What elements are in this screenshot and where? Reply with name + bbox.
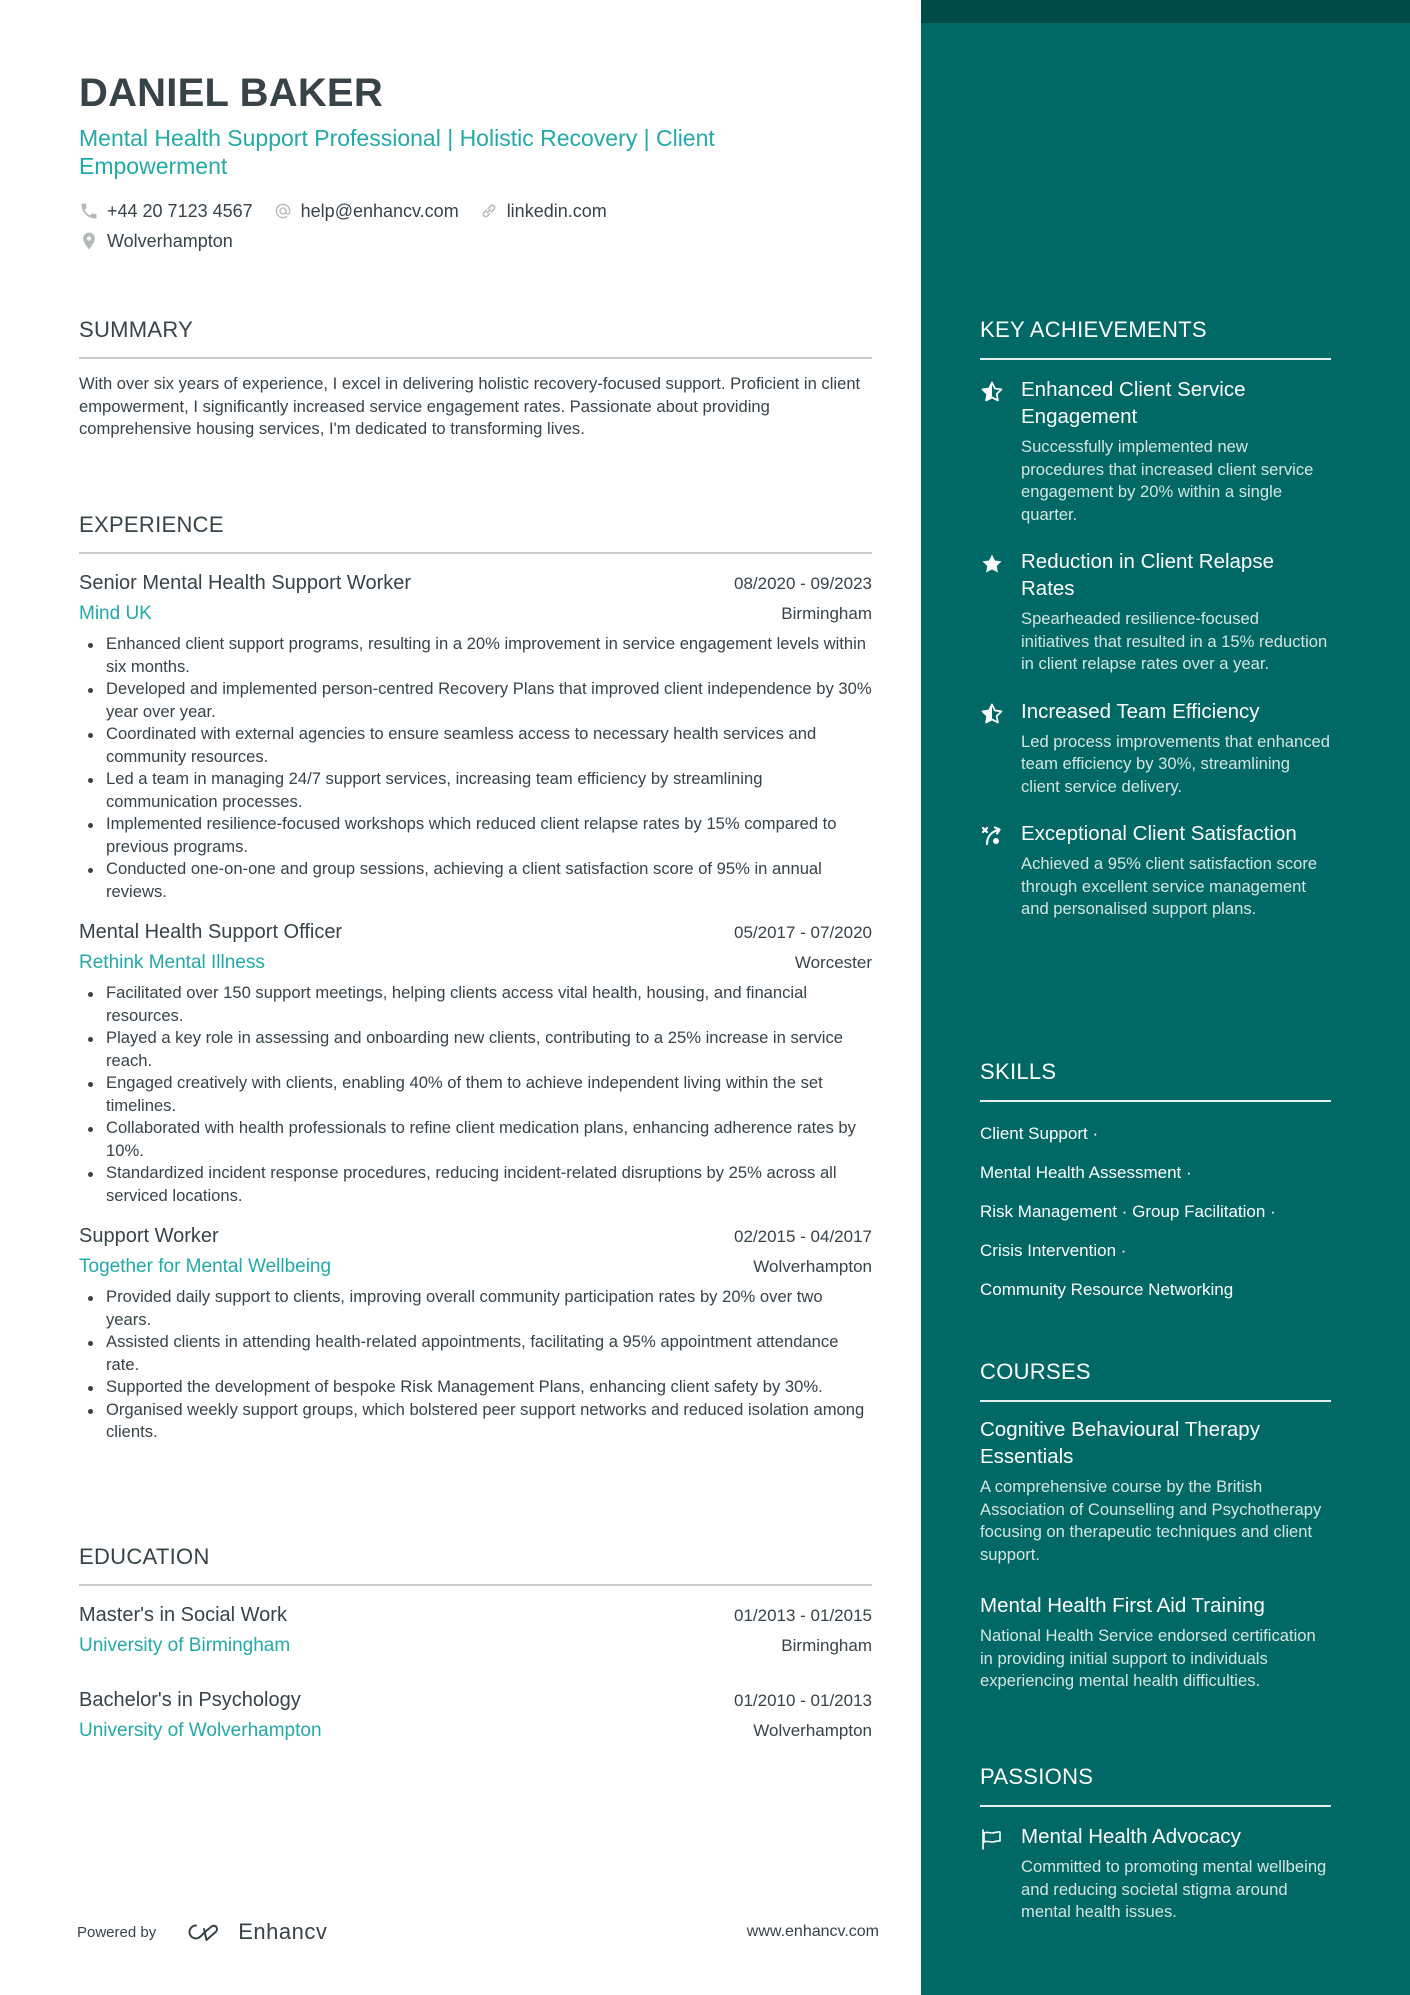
skill-item: Client Support · <box>980 1124 1099 1143</box>
job-title: Senior Mental Health Support Worker <box>79 572 412 594</box>
education-entry <box>79 1685 872 1746</box>
bullet: Assisted clients in attending health-related appointments, facilitating a 95% appointment attendance rate. <box>79 1331 872 1376</box>
divider <box>79 357 872 359</box>
link-icon <box>479 200 499 222</box>
header <box>79 68 872 256</box>
job-dates: 05/2017 - 07/2020 <box>733 923 872 942</box>
star-half-icon <box>980 376 1021 526</box>
skills-list <box>980 1114 1331 1309</box>
bullet: Implemented resilience-focused workshops which reduced client relapse rates by 15% compared to previous programs. <box>79 813 872 858</box>
summary-section <box>79 316 872 441</box>
flag-icon <box>980 1823 1021 1924</box>
education-entry <box>79 1600 872 1661</box>
achievement-desc: Achieved a 95% client satisfaction score through excellent service management and personalised support plans. <box>1021 854 1318 918</box>
job-title: Support Worker <box>79 1225 219 1247</box>
skill-item: Mental Health Assessment · <box>980 1163 1192 1182</box>
education-dates: 01/2010 - 01/2013 <box>733 1691 872 1710</box>
passion-item <box>980 1823 1331 1924</box>
achievement-title: Enhanced Client Service Engagement <box>1021 378 1246 428</box>
job-location: Birmingham <box>781 604 872 623</box>
bullet: Collaborated with health professionals to refine client medication plans, enhancing adherence rates by 10%. <box>79 1117 872 1162</box>
bullet: Played a key role in assessing and onboarding new clients, contributing to a 25% increase in service reach. <box>79 1027 872 1072</box>
contact-phone[interactable] <box>79 196 253 226</box>
at-icon <box>273 200 293 222</box>
achievement-title: Reduction in Client Relapse Rates <box>1021 550 1274 600</box>
sidebar <box>921 0 1410 1995</box>
divider <box>79 1584 872 1586</box>
education-section <box>79 1543 872 1746</box>
location-pin-icon <box>79 230 99 252</box>
section-title: SUMMARY <box>79 317 194 342</box>
passions-section <box>980 1763 1331 1924</box>
achievement-title: Increased Team Efficiency <box>1021 699 1260 723</box>
course-title: Cognitive Behavioural Therapy Essentials <box>980 1418 1260 1468</box>
job-entry <box>79 1221 872 1444</box>
divider <box>980 1805 1331 1807</box>
school: University of Wolverhampton <box>79 1720 322 1741</box>
course-desc: A comprehensive course by the British Association of Counselling and Psychotherapy focusing on therapeutic techniques and client support. <box>980 1477 1322 1564</box>
section-title: EDUCATION <box>79 1544 210 1569</box>
bullet: Developed and implemented person-centred Recovery Plans that improved client independence by 30% year over year. <box>79 678 872 723</box>
degree: Master's in Social Work <box>79 1604 287 1626</box>
enhancv-logo[interactable] <box>182 1919 327 1945</box>
divider <box>980 358 1331 360</box>
passion-desc: Committed to promoting mental wellbeing and reducing societal stigma around mental health issues. <box>1021 1857 1327 1921</box>
divider <box>79 552 872 554</box>
job-company: Rethink Mental Illness <box>79 952 265 973</box>
divider <box>980 1100 1331 1102</box>
job-location: Wolverhampton <box>753 1257 872 1276</box>
experience-section <box>79 511 872 1444</box>
school: University of Birmingham <box>79 1635 291 1656</box>
footer-url[interactable]: www.enhancv.com <box>746 1923 879 1940</box>
summary-text: With over six years of experience, I excel in delivering holistic recovery-focused support. Proficient in client empowerment, I significantly increased service engagement rates. Passionate about providing comprehensive housing services, I'm dedicated to transforming lives. <box>79 374 861 438</box>
job-dates: 08/2020 - 09/2023 <box>733 574 872 593</box>
course-desc: National Health Service endorsed certification in providing initial support to individuals experiencing mental health difficulties. <box>980 1626 1316 1690</box>
star-half-icon <box>980 698 1021 799</box>
phone-text: +44 20 7123 4567 <box>107 201 253 221</box>
job-title: Mental Health Support Officer <box>79 921 343 943</box>
job-bullets <box>79 982 872 1207</box>
job-dates: 02/2015 - 04/2017 <box>733 1227 872 1246</box>
achievement-item <box>980 820 1331 921</box>
candidate-name: DANIEL BAKER <box>79 71 383 115</box>
strategy-icon <box>980 820 1021 921</box>
job-bullets <box>79 633 872 903</box>
bullet: Conducted one-on-one and group sessions, achieving a client satisfaction score of 95% in annual reviews. <box>79 858 872 903</box>
job-entry <box>79 917 872 1207</box>
education-location: Birmingham <box>781 1636 872 1655</box>
phone-icon <box>79 200 99 222</box>
section-title: COURSES <box>980 1359 1091 1384</box>
email-text: help@enhancv.com <box>300 201 459 221</box>
achievement-desc: Led process improvements that enhanced team efficiency by 30%, streamlining client service delivery. <box>1021 731 1331 796</box>
courses-section <box>980 1358 1331 1693</box>
job-entry <box>79 568 872 903</box>
bullet: Led a team in managing 24/7 support services, increasing team efficiency by streamlining communication processes. <box>79 768 872 813</box>
footer <box>77 1912 879 1952</box>
bullet: Supported the development of bespoke Risk Management Plans, enhancing client safety by 30%. <box>79 1376 872 1399</box>
section-title: PASSIONS <box>980 1764 1094 1789</box>
skill-item: Risk Management · Group Facilitation · <box>980 1202 1276 1221</box>
achievement-title: Exceptional Client Satisfaction <box>1021 822 1297 845</box>
education-dates: 01/2013 - 01/2015 <box>733 1606 872 1625</box>
job-company: Mind UK <box>79 603 152 624</box>
contact-linkedin[interactable] <box>479 196 607 226</box>
degree: Bachelor's in Psychology <box>79 1689 301 1711</box>
bullet: Coordinated with external agencies to ensure seamless access to necessary health services and community resources. <box>79 723 872 768</box>
powered-by-label: Powered by <box>77 1923 157 1941</box>
passion-title: Mental Health Advocacy <box>1021 1825 1241 1848</box>
headline: Mental Health Support Professional | Holistic Recovery | Client Empowerment <box>79 125 715 179</box>
bullet: Engaged creatively with clients, enabling 40% of them to achieve independent living within the set timelines. <box>79 1072 872 1117</box>
bullet: Facilitated over 150 support meetings, helping clients access vital health, housing, and financial resources. <box>79 982 872 1027</box>
sidebar-top-band <box>921 0 1410 23</box>
job-location: Worcester <box>794 953 872 972</box>
skills-section <box>980 1058 1331 1309</box>
course-item <box>980 1592 1331 1693</box>
section-title: SKILLS <box>980 1059 1057 1084</box>
contact-info <box>79 196 799 256</box>
achievement-item <box>980 548 1331 676</box>
achievements-section <box>980 316 1331 921</box>
achievement-desc: Spearheaded resilience-focused initiatives that resulted in a 15% reduction in client relapse rates over a year. <box>1021 609 1328 673</box>
achievement-desc: Successfully implemented new procedures that increased client service engagement by 20% within a single quarter. <box>1021 437 1314 524</box>
section-title: KEY ACHIEVEMENTS <box>980 317 1207 342</box>
bullet: Standardized incident response procedures, reducing incident-related disruptions by 25% across all serviced locations. <box>79 1162 872 1207</box>
contact-location <box>79 226 233 256</box>
achievement-item <box>980 698 1331 799</box>
bullet: Provided daily support to clients, improving overall community participation rates by 20% over two years. <box>79 1286 872 1331</box>
location-text: Wolverhampton <box>107 231 233 251</box>
bullet: Enhanced client support programs, resulting in a 20% improvement in service engagement levels within six months. <box>79 633 872 678</box>
star-icon <box>980 548 1021 676</box>
enhancv-logo-icon <box>182 1920 228 1944</box>
course-title: Mental Health First Aid Training <box>980 1594 1265 1617</box>
divider <box>980 1400 1331 1402</box>
education-location: Wolverhampton <box>753 1721 872 1740</box>
bullet: Organised weekly support groups, which bolstered peer support networks and reduced isolation among clients. <box>79 1399 872 1444</box>
course-item <box>980 1416 1331 1566</box>
skill-item: Crisis Intervention · <box>980 1241 1127 1260</box>
contact-email[interactable] <box>273 196 459 226</box>
achievement-item <box>980 376 1331 526</box>
section-title: EXPERIENCE <box>79 512 224 537</box>
skill-item: Community Resource Networking <box>980 1280 1234 1299</box>
linkedin-text: linkedin.com <box>506 201 607 221</box>
job-bullets <box>79 1286 872 1444</box>
brand-name: Enhancv <box>238 1919 328 1944</box>
job-company: Together for Mental Wellbeing <box>79 1256 332 1277</box>
